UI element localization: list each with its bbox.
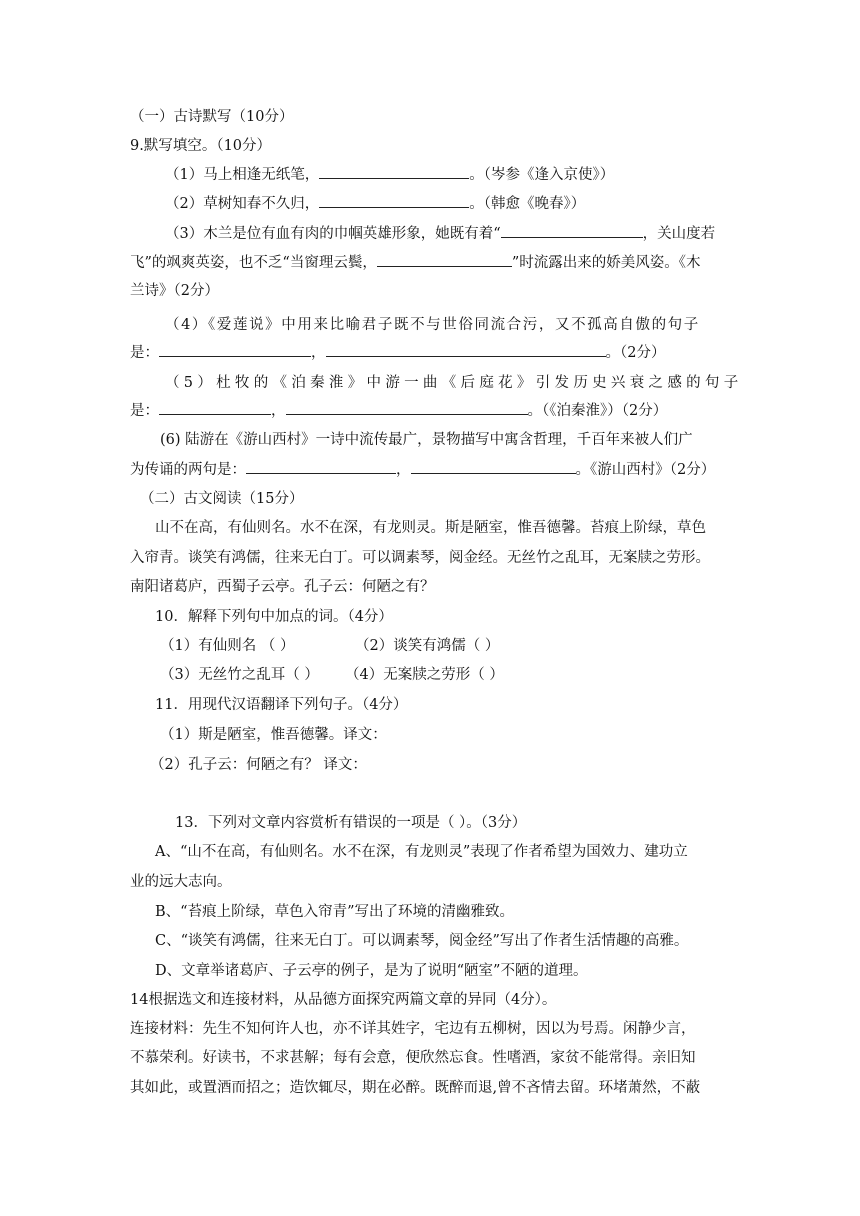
question-10-title: 10．解释下列句中加点的词。（4分） <box>155 609 393 625</box>
passage-line: 南阳诸葛庐，西蜀子云亭。孔子云：何陋之有？ <box>130 579 435 595</box>
question-9-item-4-line-1: （4）《爱莲说》中用来比喻君子既不与世俗同流合污，又不孤高自傲的句子 <box>165 317 700 333</box>
question-13-option-a-cont: 业的远大志向。 <box>130 874 232 890</box>
passage-line: 山不在高，有仙则名。水不在深，有龙则灵。斯是陋室，惟吾德馨。苔痕上阶绿，草色 <box>155 520 706 536</box>
answer-blank[interactable] <box>326 342 606 357</box>
item-3-text: 飞”的飒爽英姿，也不乏“当窗理云鬓， <box>130 255 377 271</box>
question-9-item-6-line-2 <box>130 459 715 480</box>
answer-blank[interactable] <box>319 193 469 208</box>
question-13-option-a: A、“山不在高，有仙则名。水不在深，有龙则灵”表现了作者希望为国效力、建功立 <box>155 844 688 860</box>
item-3-text-cont: ”时流露出来的娇美风姿。《木 <box>511 255 701 271</box>
item-1-text: （1）马上相逢无纸笔， <box>165 167 320 183</box>
item-3-text: （3）木兰是位有血有肉的巾帼英雄形象，她既有着“ <box>165 226 501 242</box>
question-9-item-3-line-3: 兰诗》（2分） <box>130 283 219 299</box>
item-4-score: 。（2分） <box>605 345 666 361</box>
question-10-row-1a: （1）有仙则名 （ ） <box>160 638 295 654</box>
material-line: 不慕荣利。好读书，不求甚解；每有会意，便欣然忘食。性嗜酒，家贫不能常得。亲旧知 <box>130 1050 696 1066</box>
item-4-comma: ， <box>311 345 326 361</box>
question-13-title: 13．下列对文章内容赏析有错误的一项是（ ）。（3分） <box>175 815 527 831</box>
item-1-source: 。（岑参《逢入京使》） <box>469 167 615 183</box>
answer-blank[interactable] <box>411 459 576 474</box>
answer-blank[interactable] <box>319 164 469 179</box>
section-heading-poetry: （一）古诗默写（10分） <box>130 109 294 125</box>
question-9-item-6-line-1: (6) 陆游在《游山西村》一诗中流传最广，景物描写中寓含哲理，千百年来被人们广 <box>160 432 693 448</box>
item-6-score: 。《游山西村》（2分） <box>575 462 716 478</box>
answer-blank[interactable] <box>286 400 528 415</box>
question-9-item-2 <box>165 193 585 214</box>
question-11-item-1: （1）斯是陋室，惟吾德馨。译文： <box>160 727 387 743</box>
question-10-row-2b: （4）无案牍之劳形（ ） <box>345 667 504 683</box>
question-9-item-4-line-2 <box>130 342 665 363</box>
question-9-item-1 <box>165 164 614 185</box>
item-3-text-cont: ，关山度若 <box>642 226 716 242</box>
answer-blank[interactable] <box>159 342 311 357</box>
question-13-option-c: C、“谈笑有鸿儒，往来无白丁。可以调素琴，阅金经”写出了作者生活情趣的高雅。 <box>155 933 689 949</box>
question-11-item-2: （2）孔子云：何陋之有？ 译文： <box>150 757 367 773</box>
section-heading-classical: （二）古文阅读（15分） <box>140 491 304 507</box>
question-9-item-3-line-1 <box>165 223 715 244</box>
question-9-title: 9.默写填空。（10分） <box>130 138 272 154</box>
item-5-prefix: 是： <box>130 403 159 419</box>
question-9-item-5-line-1: （5）杜牧的《泊秦淮》中游一曲《后庭花》引发历史兴衰之感的句子 <box>165 375 743 391</box>
item-2-text: （2）草树知春不久归， <box>165 196 320 212</box>
question-13-option-b: B、“苔痕上阶绿，草色入帘青”写出了环境的清幽雅致。 <box>155 904 514 920</box>
item-6-comma: ， <box>396 462 411 478</box>
item-2-source: 。（韩愈《晚春》） <box>469 196 586 212</box>
question-14-title: 14根据选文和连接材料，从品德方面探究两篇文章的异同（4分）。 <box>130 992 557 1008</box>
material-line: 连接材料：先生不知何许人也，亦不详其姓字，宅边有五柳树，因以为号焉。闲静少言， <box>130 1021 696 1037</box>
question-9-item-5-line-2 <box>130 400 667 421</box>
item-4-prefix: 是： <box>130 345 159 361</box>
item-6-prefix: 为传诵的两句是： <box>130 462 246 478</box>
answer-blank[interactable] <box>159 400 271 415</box>
item-5-comma: ， <box>271 403 286 419</box>
answer-blank[interactable] <box>377 252 512 267</box>
question-9-item-3-line-2 <box>130 252 701 273</box>
question-10-row-1b: （2）谈笑有鸿儒（ ） <box>355 638 500 654</box>
question-10-row-2a: （3）无丝竹之乱耳（ ） <box>160 667 319 683</box>
question-11-title: 11．用现代汉语翻译下列句子。（4分） <box>155 697 408 713</box>
question-13-option-d: D、文章举诸葛庐、子云亭的例子，是为了说明“陋室”不陋的道理。 <box>155 963 588 979</box>
passage-line: 入帘青。谈笑有鸿儒，往来无白丁。可以调素琴，阅金经。无丝竹之乱耳，无案牍之劳形。 <box>130 550 710 566</box>
answer-blank[interactable] <box>246 459 396 474</box>
answer-blank[interactable] <box>501 223 643 238</box>
item-5-score: 。（《泊秦淮》）（2分） <box>527 403 668 419</box>
material-line: 其如此，或置酒而招之；造饮辄尽，期在必醉。既醉而退,曾不吝情去留。环堵萧然，不蔽 <box>130 1080 701 1096</box>
